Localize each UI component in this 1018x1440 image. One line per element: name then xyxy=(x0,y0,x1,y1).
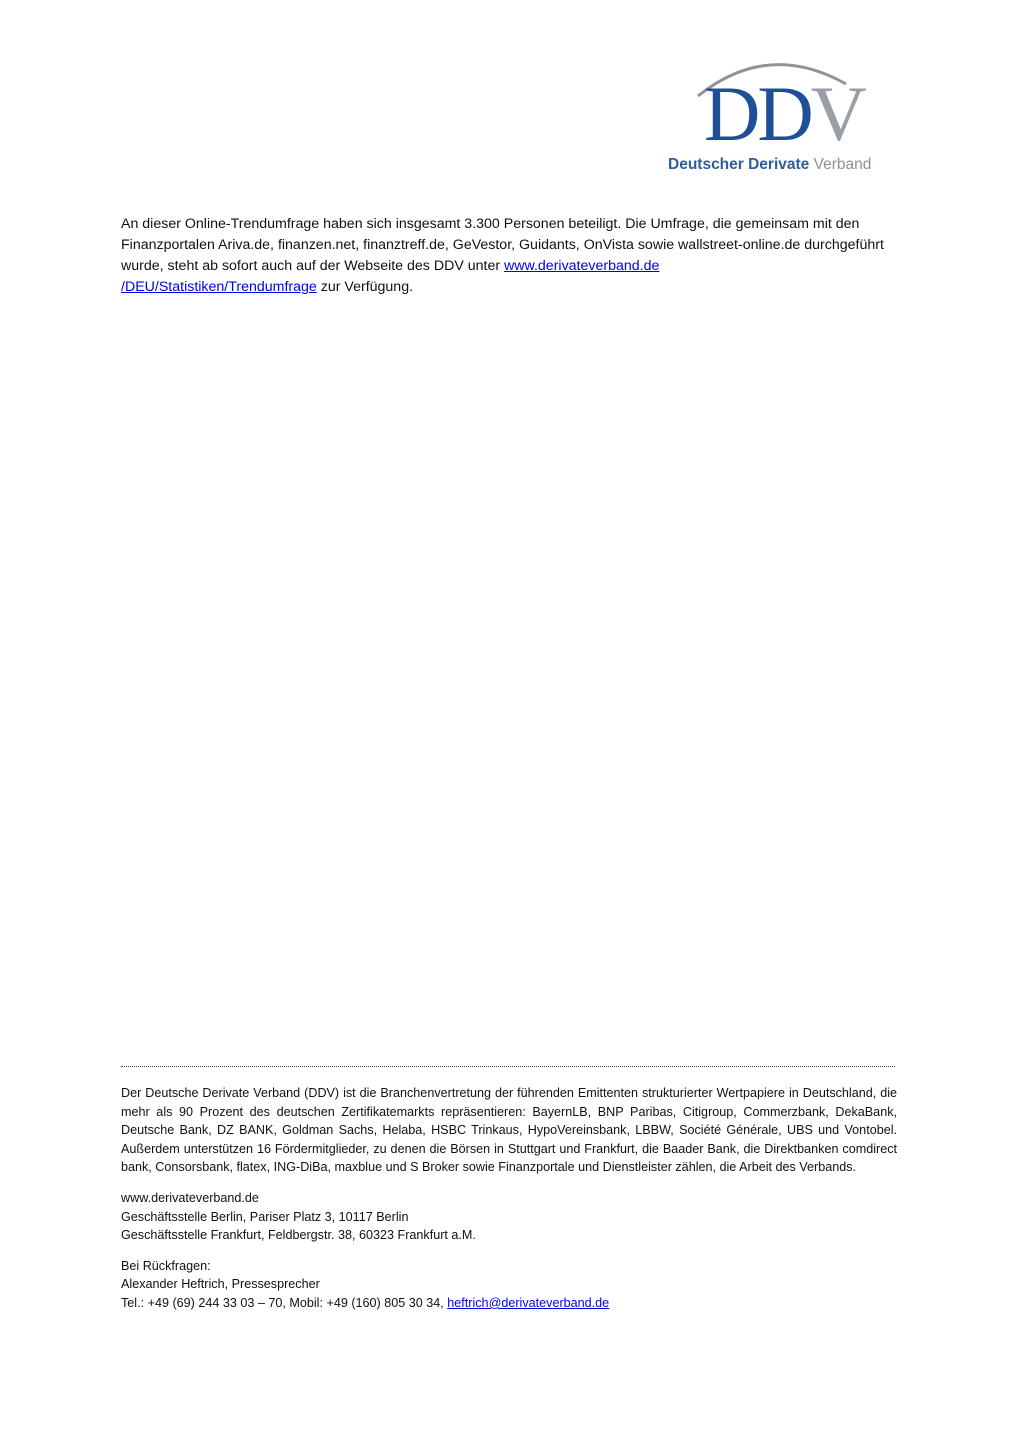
address-block xyxy=(121,1189,897,1245)
contact-email-link[interactable]: heftrich@derivateverband.de xyxy=(447,1295,610,1310)
contact-name: Alexander Heftrich, Pressesprecher xyxy=(121,1277,320,1292)
website-text: www.derivateverband.de xyxy=(121,1190,259,1205)
logo-letters-dd: DD xyxy=(704,70,811,157)
contact-heading: Bei Rückfragen: xyxy=(121,1258,211,1273)
intro-paragraph xyxy=(121,214,901,298)
logo-tagline-bold: Deutscher Derivate xyxy=(668,156,810,173)
office-frankfurt: Geschäftsstelle Frankfurt, Feldbergstr. 38, 60323 Frankfurt a.M. xyxy=(121,1228,476,1243)
office-berlin: Geschäftsstelle Berlin, Pariser Platz 3, 10117 Berlin xyxy=(121,1209,409,1224)
contact-phone: Tel.: +49 (69) 244 33 03 – 70, Mobil: +49 (160) 805 30 34, xyxy=(121,1295,448,1310)
footer-divider xyxy=(121,1066,895,1067)
survey-link-part1: www.derivateverband.de xyxy=(504,258,660,274)
footer xyxy=(121,1084,897,1325)
logo-letter-v: V xyxy=(810,70,865,157)
ddv-logo xyxy=(664,54,898,178)
intro-text-after: zur Verfügung. xyxy=(316,279,414,295)
intro-text: An dieser Online-Trendumfrage haben sich insgesamt 3.300 Personen beteiligt. Die Umfrage, die gemeinsam mit den Finanzportalen Ariva.de, finanzen.net, finanztreff.de, GeVestor, Guidants, OnVista sowie wallstreet-online.de durchgeführt wurde, steht ab sofort auch auf der Webseite des DDV unter xyxy=(121,216,884,274)
logo-tagline xyxy=(668,156,871,174)
about-paragraph: Der Deutsche Derivate Verband (DDV) ist die Branchenvertretung der führenden Emittenten strukturierter Wertpapiere in Deutschland, die mehr als 90 Prozent des deutschen Zertifikatemarkts repräsentieren: BayernLB, BNP Paribas, Citigroup, Commerzbank, DekaBank, Deutsche Bank, DZ BANK, Goldman Sachs, Helaba, HSBC Trinkaus, HypoVereinsbank, LBBW, Société Générale, UBS und Vontobel. Außerdem unterstützen 16 Fördermitglieder, zu denen die Börsen in Stuttgart und Frankfurt, die Baader Bank, die Direktbanken comdirect bank, Consorsbank, flatex, ING-DiBa, maxblue und S Broker sowie Finanzportale und Dienstleister zählen, die Arbeit des Verbands. xyxy=(121,1086,897,1175)
logo-wordmark xyxy=(704,70,865,157)
contact-block xyxy=(121,1257,897,1313)
survey-link-part2: /DEU/Statistiken/Trendumfrage xyxy=(121,279,317,295)
logo-tagline-light: Verband xyxy=(813,156,872,173)
